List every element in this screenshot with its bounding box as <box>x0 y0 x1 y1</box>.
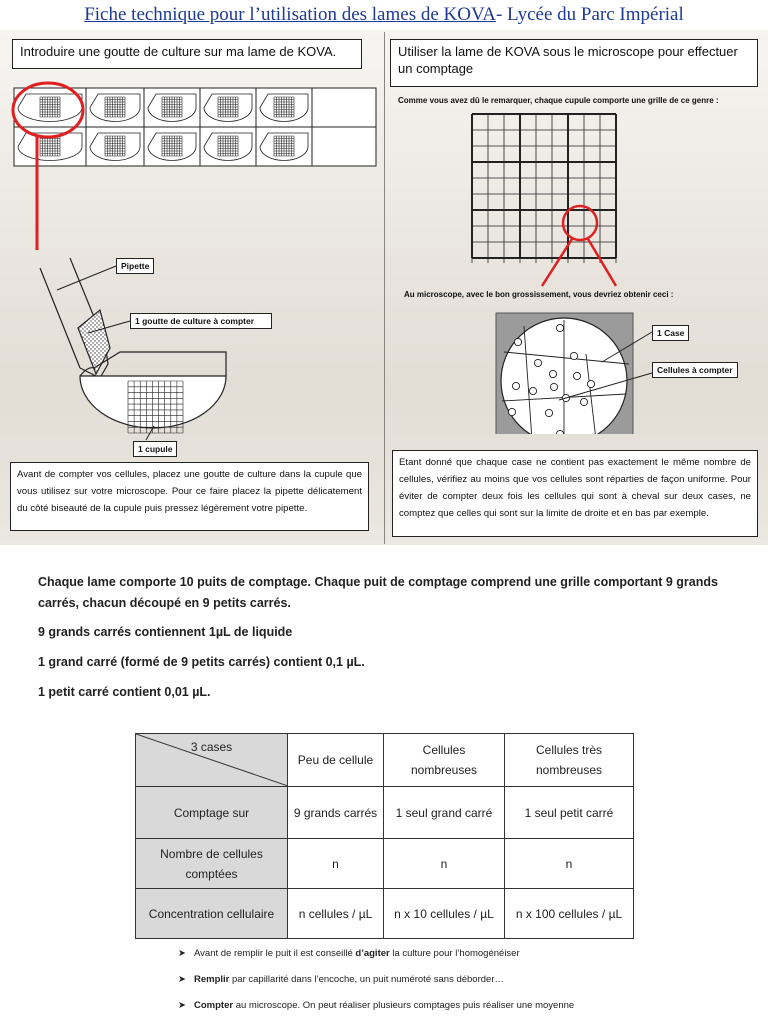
tip-item: ➤ Avant de remplir le puit il est conseillé d’agiter la culture pour l’homogénéiser <box>178 944 738 970</box>
cell-dot <box>550 383 557 390</box>
paragraph-wells: Chaque lame comporte 10 puits de comptage. Chaque puit de comptage comprend une grille comportant 9 grands carrés, chacun découpé en 9 petits carrés. <box>38 575 718 610</box>
right-instruction: Utiliser la lame de KOVA sous le microscope pour effectuer un comptage <box>398 44 738 76</box>
cell-dot <box>514 338 521 345</box>
page-header <box>0 4 768 26</box>
microscope-view <box>496 313 633 434</box>
paragraph-volume-9: 9 grands carrés contiennent 1µL de liquide <box>38 625 293 639</box>
table-corner-cell <box>136 734 288 787</box>
cell-dot <box>573 372 580 379</box>
table-row <box>136 889 634 939</box>
table-header: Cellules nombreuses <box>384 734 505 787</box>
counting-grid-9x9 <box>472 114 616 263</box>
table-header-row <box>136 734 634 787</box>
table-cell: 1 seul petit carré <box>505 787 634 839</box>
left-instruction: Introduire une goutte de culture sur ma lame de KOVA. <box>20 44 337 59</box>
pipette <box>40 258 110 378</box>
tip-item: ➤ Remplir par capillarité dans l’encoche, un puit numéroté sans déborder… <box>178 970 738 996</box>
label-pipette: Pipette <box>116 258 154 274</box>
table-cell: n x 10 cellules / µL <box>384 889 505 939</box>
tips-list <box>178 944 738 1022</box>
header-separator: - <box>495 4 508 25</box>
cell-dot <box>549 370 556 377</box>
table-row <box>136 787 634 839</box>
kova-slide-illustration <box>0 78 384 460</box>
label-well: 1 cupule <box>133 441 177 457</box>
label-drop: 1 goutte de culture à compter <box>130 313 272 329</box>
table-cell: n <box>288 839 384 889</box>
header-school: Lycée du Parc Impérial <box>507 4 684 25</box>
grid-caption: Comme vous avez dû le remarquer, chaque cupule comporte une grille de ce genre : <box>398 96 719 105</box>
cell-dot <box>512 382 519 389</box>
cell-dot <box>587 380 594 387</box>
table-cell: n cellules / µL <box>288 889 384 939</box>
arrow-icon: ➤ <box>178 948 186 959</box>
corner-label: 3 cases <box>190 740 233 754</box>
left-instruction-box <box>12 39 362 69</box>
cell-dot <box>534 359 541 366</box>
grid-highlight-line-left <box>542 239 572 286</box>
row-label: Nombre de cellules comptées <box>136 839 288 889</box>
table-row <box>136 839 634 889</box>
table-cell: n <box>505 839 634 889</box>
micro-caption: Au microscope, avec le bon grossissement, vous devriez obtenir ceci : <box>404 290 674 299</box>
table-header: Peu de cellule <box>288 734 384 787</box>
label-case: 1 Case <box>652 325 689 341</box>
cell-dot <box>570 352 577 359</box>
table-header: Cellules très nombreuses <box>505 734 634 787</box>
header-title[interactable]: Fiche technique pour l’utilisation des lames de KOVA <box>84 4 496 25</box>
grid-and-microscope-illustration <box>384 104 768 434</box>
cell-dot <box>545 409 552 416</box>
paragraph-volume-1: 1 grand carré (formé de 9 petits carrés) contient 0,1 µL. <box>38 655 365 669</box>
row-label: Comptage sur <box>136 787 288 839</box>
table-cell: 1 seul grand carré <box>384 787 505 839</box>
cell-dot <box>529 387 536 394</box>
row-label: Concentration cellulaire <box>136 889 288 939</box>
table-cell: 9 grands carrés <box>288 787 384 839</box>
cell-dot <box>556 430 563 434</box>
cell-dot <box>580 398 587 405</box>
paragraph-volume-small: 1 petit carré contient 0,01 µL. <box>38 685 211 699</box>
cell-dot <box>508 408 515 415</box>
well-bowl <box>80 352 226 428</box>
right-instruction-box <box>390 39 758 87</box>
arrow-icon: ➤ <box>178 1000 186 1011</box>
label-cells: Cellules à compter <box>652 362 738 378</box>
table-cell: n x 100 cellules / µL <box>505 889 634 939</box>
arrow-icon: ➤ <box>178 974 186 985</box>
table-cell: n <box>384 839 505 889</box>
counting-table <box>135 733 634 939</box>
right-note: Etant donné que chaque case ne contient pas exactement le même nombre de cellules, vérifiez au moins que vos cellules sont réparties de façon uniforme. Pour éviter de compter deux fois les cellules qui sont à cheval sur deux cases, ne comptez que celles qui sont sur la limite de droite et en bas par exemple. <box>392 450 758 537</box>
tip-item: ➤ Compter au microscope. On peut réaliser plusieurs comptages puis réaliser une moyenne <box>178 996 738 1022</box>
cell-dot <box>556 324 563 331</box>
left-note: Avant de compter vos cellules, placez une goutte de culture dans la cupule que vous utilisez sur votre microscope. Pour ce faire placez la pipette délicatement du côté biseauté de la cupule puis pressez légèrement votre pipette. <box>10 462 369 531</box>
grid-highlight-line-right <box>588 239 616 286</box>
